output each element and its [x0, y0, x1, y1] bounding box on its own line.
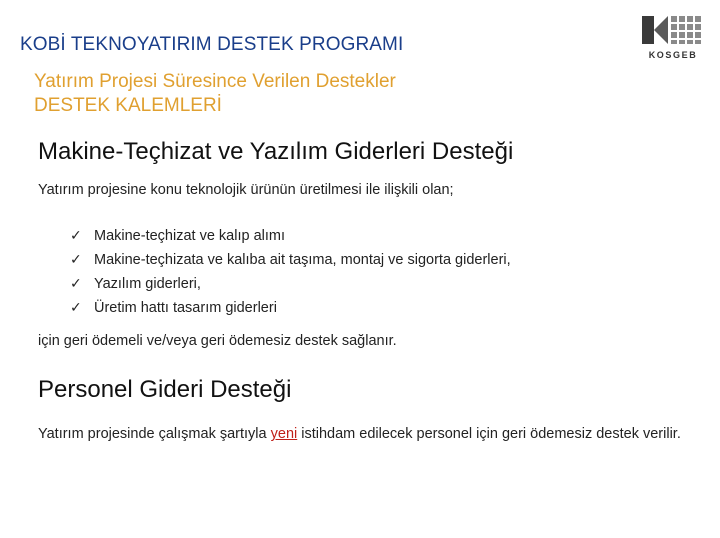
- list-item: [70, 224, 511, 248]
- section-heading-personnel: Personel Gideri Desteği: [38, 376, 292, 403]
- support-items-list: [70, 224, 511, 320]
- check-icon: ✓: [70, 252, 82, 268]
- list-item: [70, 248, 511, 272]
- check-icon: ✓: [70, 228, 82, 244]
- section-heading-machinery: Makine-Teçhizat ve Yazılım Giderleri Desteği: [38, 138, 514, 165]
- list-item: [70, 296, 511, 320]
- check-icon: ✓: [70, 300, 82, 316]
- highlighted-word: yeni: [270, 426, 298, 442]
- list-item-label: Yazılım giderleri,: [94, 276, 201, 292]
- logo-text: KOSGEB: [648, 50, 698, 60]
- check-icon: ✓: [70, 276, 82, 292]
- list-item-label: Makine-teçhizata ve kalıba ait taşıma, montaj ve sigorta giderleri,: [94, 252, 511, 268]
- program-title: KOBİ TEKNOYATIRIM DESTEK PROGRAMI: [20, 34, 404, 55]
- kosgeb-logo-icon: [640, 14, 706, 48]
- personnel-text-start: Yatırım projesinde çalışmak şartıyla: [38, 426, 271, 442]
- list-item-label: Üretim hattı tasarım giderleri: [94, 300, 277, 316]
- subtitle-line-2: DESTEK KALEMLERİ: [34, 95, 222, 116]
- list-item-label: Makine-teçhizat ve kalıp alımı: [94, 228, 285, 244]
- subtitle: [34, 70, 396, 118]
- personnel-text-end: istihdam edilecek personel için geri ödemesiz destek verilir.: [297, 426, 681, 442]
- personnel-support-text: [38, 424, 688, 445]
- section-intro: Yatırım projesine konu teknolojik ürünün üretilmesi ile ilişkili olan;: [38, 182, 454, 198]
- section-conclusion: için geri ödemeli ve/veya geri ödemesiz destek sağlanır.: [38, 333, 397, 349]
- list-item: [70, 272, 511, 296]
- subtitle-line-1: Yatırım Projesi Süresince Verilen Destekler: [34, 71, 396, 92]
- kosgeb-logo: [640, 14, 706, 64]
